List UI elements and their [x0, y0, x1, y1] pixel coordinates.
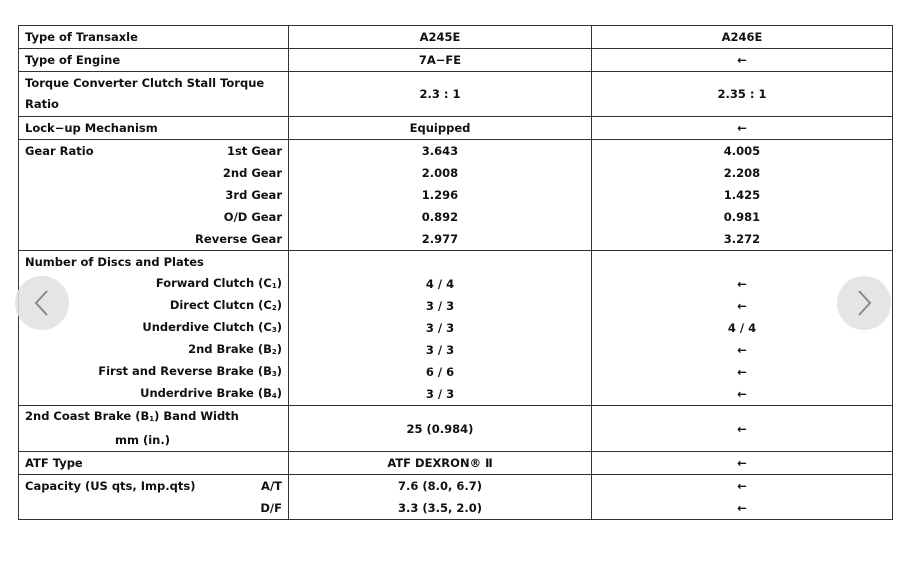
cell-empty: [592, 251, 893, 274]
cell-value: 7A−FE: [289, 49, 592, 72]
row-label-line2: Ratio: [25, 97, 59, 111]
label-text: 2nd Coast Brake (B: [25, 409, 150, 423]
sub-label-text: Underdive Clutch (C: [142, 319, 272, 334]
cell-value: ATF DEXRON® Ⅱ: [289, 452, 592, 475]
subscript: 2: [271, 303, 277, 312]
cell-value: ←: [592, 475, 893, 498]
chevron-right-icon: [854, 288, 874, 318]
cell-value: 3 / 3: [289, 339, 592, 361]
cell-value: 2.008: [289, 162, 592, 184]
sub-label: [19, 361, 289, 383]
table-row: [19, 406, 893, 452]
table-row: [19, 140, 893, 163]
sub-label-text: Direct Clutcn (C: [169, 297, 272, 312]
sub-label-text: Underdrive Brake (B: [140, 385, 272, 400]
cell-value: 2.35 : 1: [592, 72, 893, 117]
cell-value: ←: [592, 383, 893, 406]
cell-value: 1.296: [289, 184, 592, 206]
group-label: Number of Discs and Plates: [19, 251, 289, 274]
cell-value: 1.425: [592, 184, 893, 206]
sub-label: O/D Gear: [19, 206, 289, 228]
table-row: [19, 49, 893, 72]
cell-value: ←: [592, 406, 893, 452]
cell-value: ←: [592, 361, 893, 383]
cell-value: 4 / 4: [289, 273, 592, 295]
cell-value: 3.3 (3.5, 2.0): [289, 497, 592, 520]
cell-value: 6 / 6: [289, 361, 592, 383]
sub-label: D/F: [19, 497, 289, 520]
row-label: [19, 140, 289, 163]
sub-label-tail: ): [276, 275, 282, 290]
cell-value: Equipped: [289, 117, 592, 140]
cell-value: ←: [592, 273, 893, 295]
table-row: [19, 361, 893, 383]
sub-label-text: 2nd Brake (B: [188, 341, 272, 356]
sub-label-text: Forward Clutch (C: [155, 275, 272, 290]
label-text: ) Band Width: [154, 409, 239, 423]
sub-label-text: First and Reverse Brake (B: [98, 363, 272, 378]
table-row: [19, 117, 893, 140]
cell-value: ←: [592, 339, 893, 361]
subscript: 1: [271, 281, 277, 290]
prev-button[interactable]: [15, 276, 69, 330]
table-row: [19, 339, 893, 361]
cell-value: 3 / 3: [289, 295, 592, 317]
table-row: [19, 475, 893, 498]
spec-table: [18, 25, 893, 520]
cell-value: ←: [592, 295, 893, 317]
table-row: [19, 184, 893, 206]
cell-value: ←: [592, 117, 893, 140]
column-header-a245e: A245E: [289, 26, 592, 49]
table-row: [19, 206, 893, 228]
subscript: 2: [271, 347, 277, 356]
cell-value: 4.005: [592, 140, 893, 163]
cell-value: ←: [592, 497, 893, 520]
next-button[interactable]: [837, 276, 891, 330]
table-row: [19, 26, 893, 49]
cell-value: 25 (0.984): [289, 406, 592, 452]
column-header-a246e: A246E: [592, 26, 893, 49]
table-row: [19, 162, 893, 184]
row-label: Lock−up Mechanism: [19, 117, 289, 140]
table-row: [19, 72, 893, 117]
table-row: [19, 452, 893, 475]
cell-value: ←: [592, 49, 893, 72]
row-label: Type of Transaxle: [19, 26, 289, 49]
chevron-left-icon: [32, 288, 52, 318]
table-row: [19, 497, 893, 520]
group-label: Capacity (US qts, Imp.qts): [25, 479, 196, 493]
subscript: 4: [271, 391, 277, 400]
sub-label-tail: ): [276, 385, 282, 400]
table-row: [19, 228, 893, 251]
subscript: 3: [271, 369, 277, 378]
sub-label-tail: ): [276, 341, 282, 356]
subscript: 3: [271, 325, 277, 334]
cell-value: 3.272: [592, 228, 893, 251]
row-label-line2: mm (in.): [115, 433, 170, 447]
cell-value: 3.643: [289, 140, 592, 163]
sub-label: 2nd Gear: [19, 162, 289, 184]
sub-label: 3rd Gear: [19, 184, 289, 206]
cell-value: 3 / 3: [289, 317, 592, 339]
group-label: Gear Ratio: [25, 144, 94, 158]
sub-label-tail: ): [276, 363, 282, 378]
cell-value: 2.3 : 1: [289, 72, 592, 117]
table-row: [19, 251, 893, 274]
cell-value: 0.981: [592, 206, 893, 228]
row-label-line1: Torque Converter Clutch Stall Torque: [25, 76, 265, 90]
row-label: Type of Engine: [19, 49, 289, 72]
sub-label: [19, 383, 289, 406]
sub-label: 1st Gear: [226, 144, 282, 158]
sub-label-tail: ): [276, 297, 282, 312]
table-row: [19, 317, 893, 339]
row-label: [19, 406, 289, 452]
table-row: [19, 273, 893, 295]
sub-label-tail: ): [276, 319, 282, 334]
sub-label: [19, 339, 289, 361]
row-label-line1: [25, 406, 282, 430]
row-label: [19, 72, 289, 117]
cell-value: 7.6 (8.0, 6.7): [289, 475, 592, 498]
cell-value: 0.892: [289, 206, 592, 228]
row-label: ATF Type: [19, 452, 289, 475]
subscript: 1: [149, 415, 155, 423]
cell-value: 3 / 3: [289, 383, 592, 406]
cell-empty: [289, 251, 592, 274]
cell-value: 4 / 4: [592, 317, 893, 339]
row-label: [19, 475, 289, 498]
cell-value: 2.977: [289, 228, 592, 251]
cell-value: ←: [592, 452, 893, 475]
table-row: [19, 295, 893, 317]
table-row: [19, 383, 893, 406]
sub-label: A/T: [261, 479, 282, 493]
cell-value: 2.208: [592, 162, 893, 184]
sub-label: Reverse Gear: [19, 228, 289, 251]
